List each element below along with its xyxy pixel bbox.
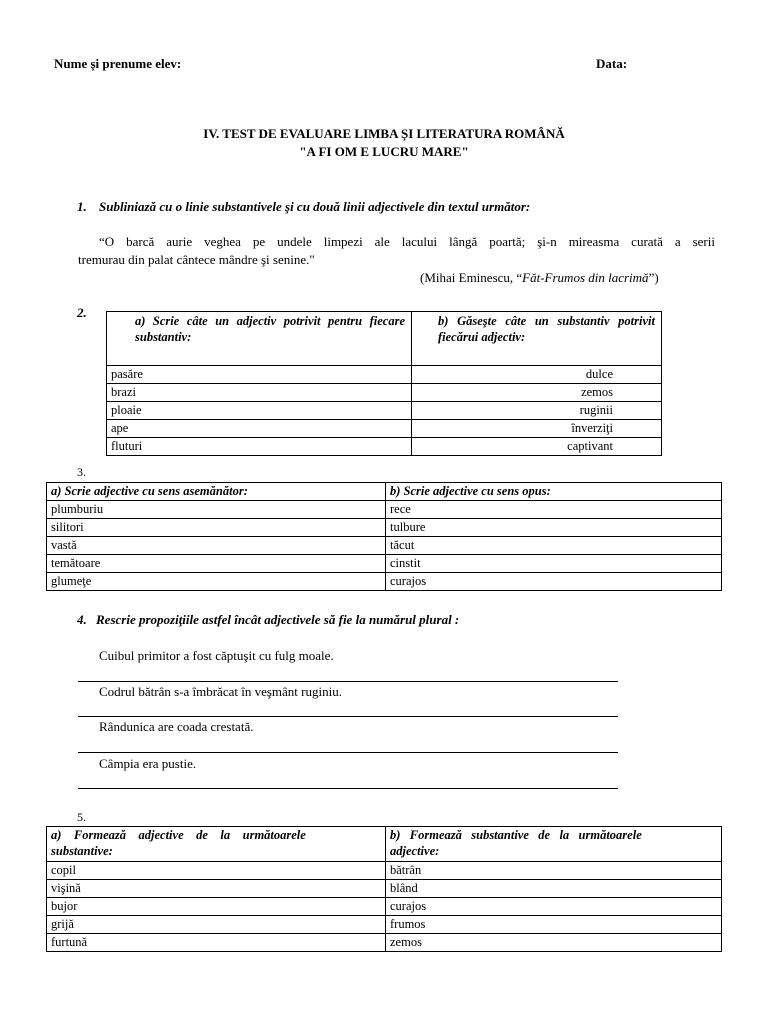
table-cell: curajos [386, 898, 722, 916]
ex5-col-b-header [386, 827, 722, 862]
answer-line-2[interactable] [78, 716, 618, 717]
ex4-sentence-1: Cuibul primitor a fost căptuşit cu fulg moale. [99, 648, 334, 663]
table-cell: frumos [386, 916, 722, 934]
table-cell: ploaie [107, 402, 412, 420]
table-cell: fluturi [107, 438, 412, 456]
ex5-col-a-header [47, 827, 386, 862]
ex3-col-b-header: b) Scrie adjective cu sens opus: [386, 483, 722, 501]
ex1-instruction: Subliniază cu o linie substantivele şi cu două linii adjectivele din textul următor: [99, 199, 531, 214]
table-header-row [47, 483, 722, 501]
table-row [47, 934, 722, 952]
table-cell: dulce [412, 366, 662, 384]
table-cell: cinstit [386, 555, 722, 573]
table-cell: ruginii [412, 402, 662, 420]
table-row [47, 519, 722, 537]
test-subtitle: "A FI OM E LUCRU MARE" [299, 144, 469, 159]
table-cell: tulbure [386, 519, 722, 537]
table-row [47, 880, 722, 898]
table-cell: bujor [47, 898, 386, 916]
table-cell: rece [386, 501, 722, 519]
table-cell: curajos [386, 573, 722, 591]
table-row [47, 862, 722, 880]
ex4-instruction: Rescrie propoziţiile astfel încât adjectivele să fie la numărul plural : [96, 612, 460, 627]
ex3-col-a-header: a) Scrie adjective cu sens asemănător: [47, 483, 386, 501]
table-row [47, 898, 722, 916]
table-cell: tăcut [386, 537, 722, 555]
table-row [107, 384, 662, 402]
table-cell: glumeţe [47, 573, 386, 591]
table-row [107, 438, 662, 456]
student-name-label: Nume și prenume elev: [54, 56, 182, 71]
table-cell: temătoare [47, 555, 386, 573]
table-header-row [107, 312, 662, 366]
table-cell: vişină [47, 880, 386, 898]
table-row [107, 420, 662, 438]
table-row [47, 501, 722, 519]
ex1-number: 1. [77, 199, 87, 214]
ex4-sentence-4: Câmpia era pustie. [99, 756, 197, 771]
ex1-source [420, 270, 659, 286]
table-row [47, 555, 722, 573]
table-row [107, 402, 662, 420]
ex2-number: 2. [77, 305, 87, 320]
table-cell: înverziţi [412, 420, 662, 438]
ex2-col-b-header: b) Găseşte câte un substantiv potrivit fiecărui adjectiv: [412, 312, 662, 366]
table-header-row [47, 827, 722, 862]
answer-line-3[interactable] [78, 752, 618, 753]
ex2-col-a-header: a) Scrie câte un adjectiv potrivit pentru fiecare substantiv: [107, 312, 412, 366]
ex3-number: 3. [77, 465, 86, 479]
table-cell: blând [386, 880, 722, 898]
ex5-col-a-line1: a) Formează adjective de la următoarele [51, 828, 306, 842]
table-cell: vastă [47, 537, 386, 555]
ex4-number: 4. [77, 612, 87, 627]
table-cell: zemos [412, 384, 662, 402]
table-cell: grijă [47, 916, 386, 934]
table-cell: furtună [47, 934, 386, 952]
ex5-col-b-line2: adjective: [390, 844, 440, 858]
ex2-table [106, 311, 662, 456]
answer-line-1[interactable] [78, 681, 618, 682]
ex3-table [46, 482, 722, 591]
answer-line-4[interactable] [78, 788, 618, 789]
table-cell: ape [107, 420, 412, 438]
test-title: IV. TEST DE EVALUARE LIMBA ȘI LITERATURA ROMÂNĂ [203, 126, 565, 141]
table-row [47, 573, 722, 591]
ex1-source-prefix: (Mihai Eminescu, “ [420, 270, 523, 285]
table-cell: captivant [412, 438, 662, 456]
table-cell: bătrân [386, 862, 722, 880]
table-row [47, 916, 722, 934]
table-row [107, 366, 662, 384]
table-cell: copil [47, 862, 386, 880]
table-cell: brazi [107, 384, 412, 402]
table-cell: pasăre [107, 366, 412, 384]
ex5-number: 5. [77, 810, 86, 824]
ex4-sentence-3: Rândunica are coada crestată. [99, 719, 254, 734]
ex1-source-suffix: ”) [648, 270, 659, 285]
ex5-col-b-line1: b) Formează substantive de la următoarele [390, 828, 642, 842]
ex4-sentence-2: Codrul bătrân s-a îmbrăcat în veşmânt ruginiu. [99, 684, 342, 699]
ex1-text-line2: tremurau din palat cântece mândre şi senine." [78, 252, 315, 267]
ex1-text-line1: “O barcă aurie veghea pe undele limpezi ale lacului lângă poartă; şi-n mireasma curată a serii [99, 234, 715, 249]
table-row [47, 537, 722, 555]
table-cell: silitori [47, 519, 386, 537]
ex1-source-title: Făt-Frumos din lacrimă [522, 270, 649, 285]
ex5-table [46, 826, 722, 952]
date-label: Data: [596, 56, 628, 71]
table-cell: plumburiu [47, 501, 386, 519]
table-cell: zemos [386, 934, 722, 952]
ex5-col-a-line2: substantive: [51, 844, 113, 858]
